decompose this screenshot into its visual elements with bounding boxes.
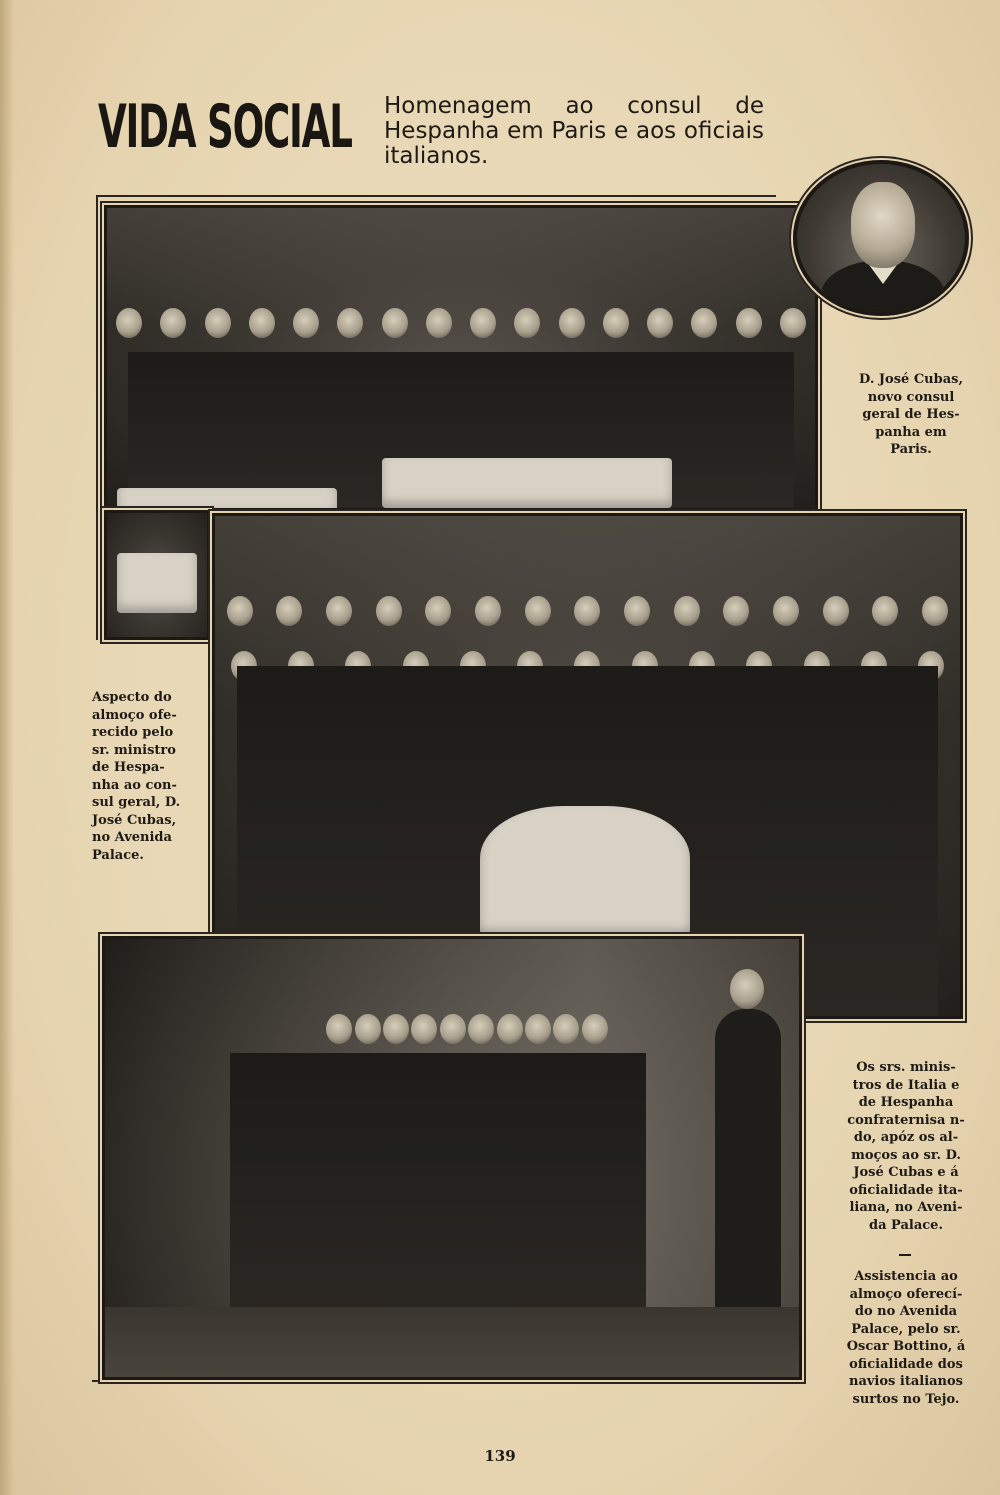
ministers-caption: Os srs. minis- tros de Italia e de Hespanha confraternisa n- do, apóz os al- moços ao sr. D. José Cubas e á oficialidade ita- liana, no Aveni- da Palace.: [847, 1060, 965, 1233]
side-table: [117, 488, 337, 511]
photo-table-corner: [104, 510, 210, 640]
frame-line-top: [96, 195, 776, 197]
banquet-table: [382, 458, 672, 508]
caption-divider: [899, 1254, 911, 1256]
floor-carpet: [105, 1307, 799, 1377]
portrait-jose-cubas: [793, 160, 969, 316]
photo-banquet-group: [104, 205, 818, 511]
frame-line-bottom: [92, 1380, 802, 1382]
page-subtitle: Homenagem ao consul de Hespanha em Paris e aos oficiais italianos.: [384, 93, 764, 169]
round-table: [480, 806, 690, 936]
crowd-back-row: [215, 596, 960, 626]
standing-man-suit: [715, 1009, 781, 1319]
page-spine-shadow: [0, 0, 14, 1495]
frame-line-left: [96, 195, 98, 640]
photo-ministers-group: [102, 936, 802, 1380]
page-title: VIDA SOCIAL: [98, 92, 352, 162]
crowd-suits: [230, 1053, 646, 1325]
assistance-caption: Assistencia ao almoço oferecí- do no Avenida Palace, pelo sr. Oscar Bottino, á oficialidade dos navios italianos surtos no Tejo.: [846, 1269, 966, 1407]
standing-man-head: [730, 969, 764, 1009]
page-number: 139: [484, 1447, 516, 1465]
portrait-caption: D. José Cubas, novo consul geral de Hes- panha em Paris.: [859, 372, 963, 457]
crowd-back-row: [107, 308, 815, 338]
lunch-caption: Aspecto do almoço ofe- recido pelo sr. ministro de Hespa- nha ao con- sul geral, D. José Cubas, no Avenida Palace.: [92, 690, 181, 863]
crowd-back-row: [105, 1014, 799, 1044]
